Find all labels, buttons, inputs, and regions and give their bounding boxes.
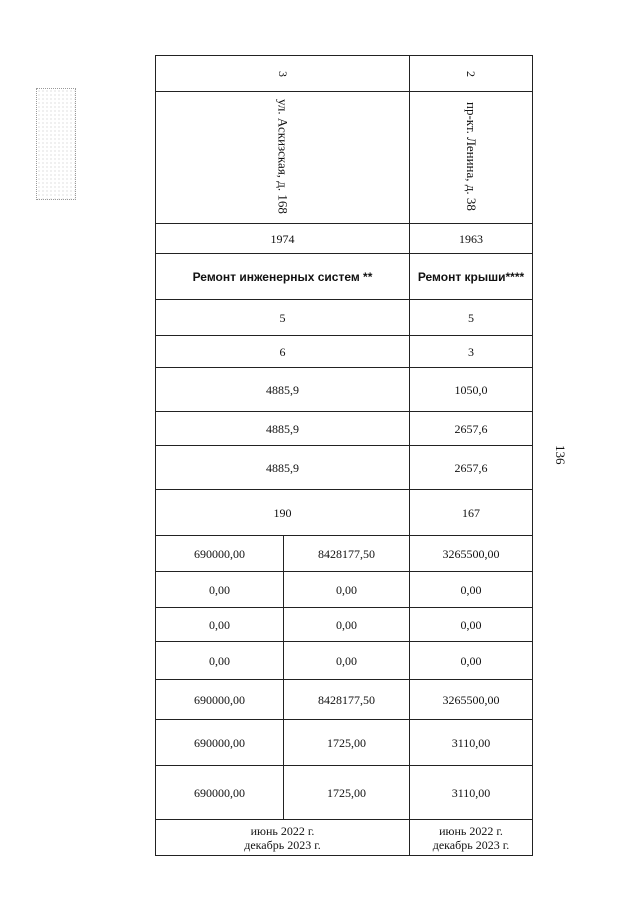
table-row: [156, 336, 533, 368]
term-start: июнь 2022 г.: [250, 823, 315, 838]
term-start: июнь 2022 г.: [439, 823, 503, 838]
money-cell: 0,00: [284, 608, 410, 642]
money-cell: 690000,00: [156, 680, 284, 720]
money-cell: 0,00: [410, 642, 533, 680]
money-cell: 690000,00: [156, 720, 284, 766]
table-row: [156, 490, 533, 536]
table-row: [156, 254, 533, 300]
column-number-cell: 3: [156, 56, 410, 92]
money-cell: 0,00: [156, 642, 284, 680]
term-end: декабрь 2023 г.: [432, 837, 510, 852]
address-cell: пр-кт. Ленина, д. 38: [410, 92, 533, 224]
entrances-cell: 6: [156, 336, 410, 368]
table-row: [156, 536, 533, 572]
floors-cell: 5: [156, 300, 410, 336]
area-other-cell: 2657,6: [410, 446, 533, 490]
money-cell: 8428177,50: [284, 536, 410, 572]
money-cell: 0,00: [410, 572, 533, 608]
money-cell: 1725,00: [284, 720, 410, 766]
year-cell: 1963: [410, 224, 533, 254]
term-end: декабрь 2023 г.: [244, 837, 321, 852]
money-cell: 690000,00: [156, 766, 284, 820]
column-number-cell: 2: [410, 56, 533, 92]
area-other-cell: 4885,9: [156, 446, 410, 490]
money-cell: 0,00: [156, 608, 284, 642]
table-row: [156, 446, 533, 490]
table-row: [156, 572, 533, 608]
residents-cell: 190: [156, 490, 410, 536]
money-cell: 3265500,00: [410, 680, 533, 720]
address-cell: ул. Аскизская, д. 168: [156, 92, 410, 224]
table-row: [156, 820, 533, 856]
table-row: [156, 56, 533, 92]
term-cell: [410, 820, 533, 856]
money-cell: 0,00: [156, 572, 284, 608]
money-cell: 690000,00: [156, 536, 284, 572]
money-cell: 0,00: [284, 642, 410, 680]
money-cell: 1725,00: [284, 766, 410, 820]
money-cell: 3265500,00: [410, 536, 533, 572]
money-cell: 8428177,50: [284, 680, 410, 720]
money-cell: 3110,00: [410, 720, 533, 766]
table-row: [156, 368, 533, 412]
table-row: [156, 680, 533, 720]
work-type-cell: Ремонт крыши****: [410, 254, 533, 300]
term-cell: [156, 820, 410, 856]
residents-cell: 167: [410, 490, 533, 536]
register-table: [155, 55, 533, 856]
money-cell: 0,00: [410, 608, 533, 642]
entrances-cell: 3: [410, 336, 533, 368]
year-cell: 1974: [156, 224, 410, 254]
area-total-cell: 4885,9: [156, 368, 410, 412]
area-living-cell: 4885,9: [156, 412, 410, 446]
money-cell: 0,00: [284, 572, 410, 608]
table-row: [156, 300, 533, 336]
table-row: [156, 412, 533, 446]
table-row: [156, 608, 533, 642]
table-row: [156, 224, 533, 254]
floors-cell: 5: [410, 300, 533, 336]
table-row: [156, 766, 533, 820]
area-total-cell: 1050,0: [410, 368, 533, 412]
stamp-mark: [36, 88, 76, 200]
table-row: [156, 92, 533, 224]
table-row: [156, 720, 533, 766]
page-number: 136: [553, 445, 568, 465]
area-living-cell: 2657,6: [410, 412, 533, 446]
money-cell: 3110,00: [410, 766, 533, 820]
work-type-cell: Ремонт инженерных систем **: [156, 254, 410, 300]
table-row: [156, 642, 533, 680]
